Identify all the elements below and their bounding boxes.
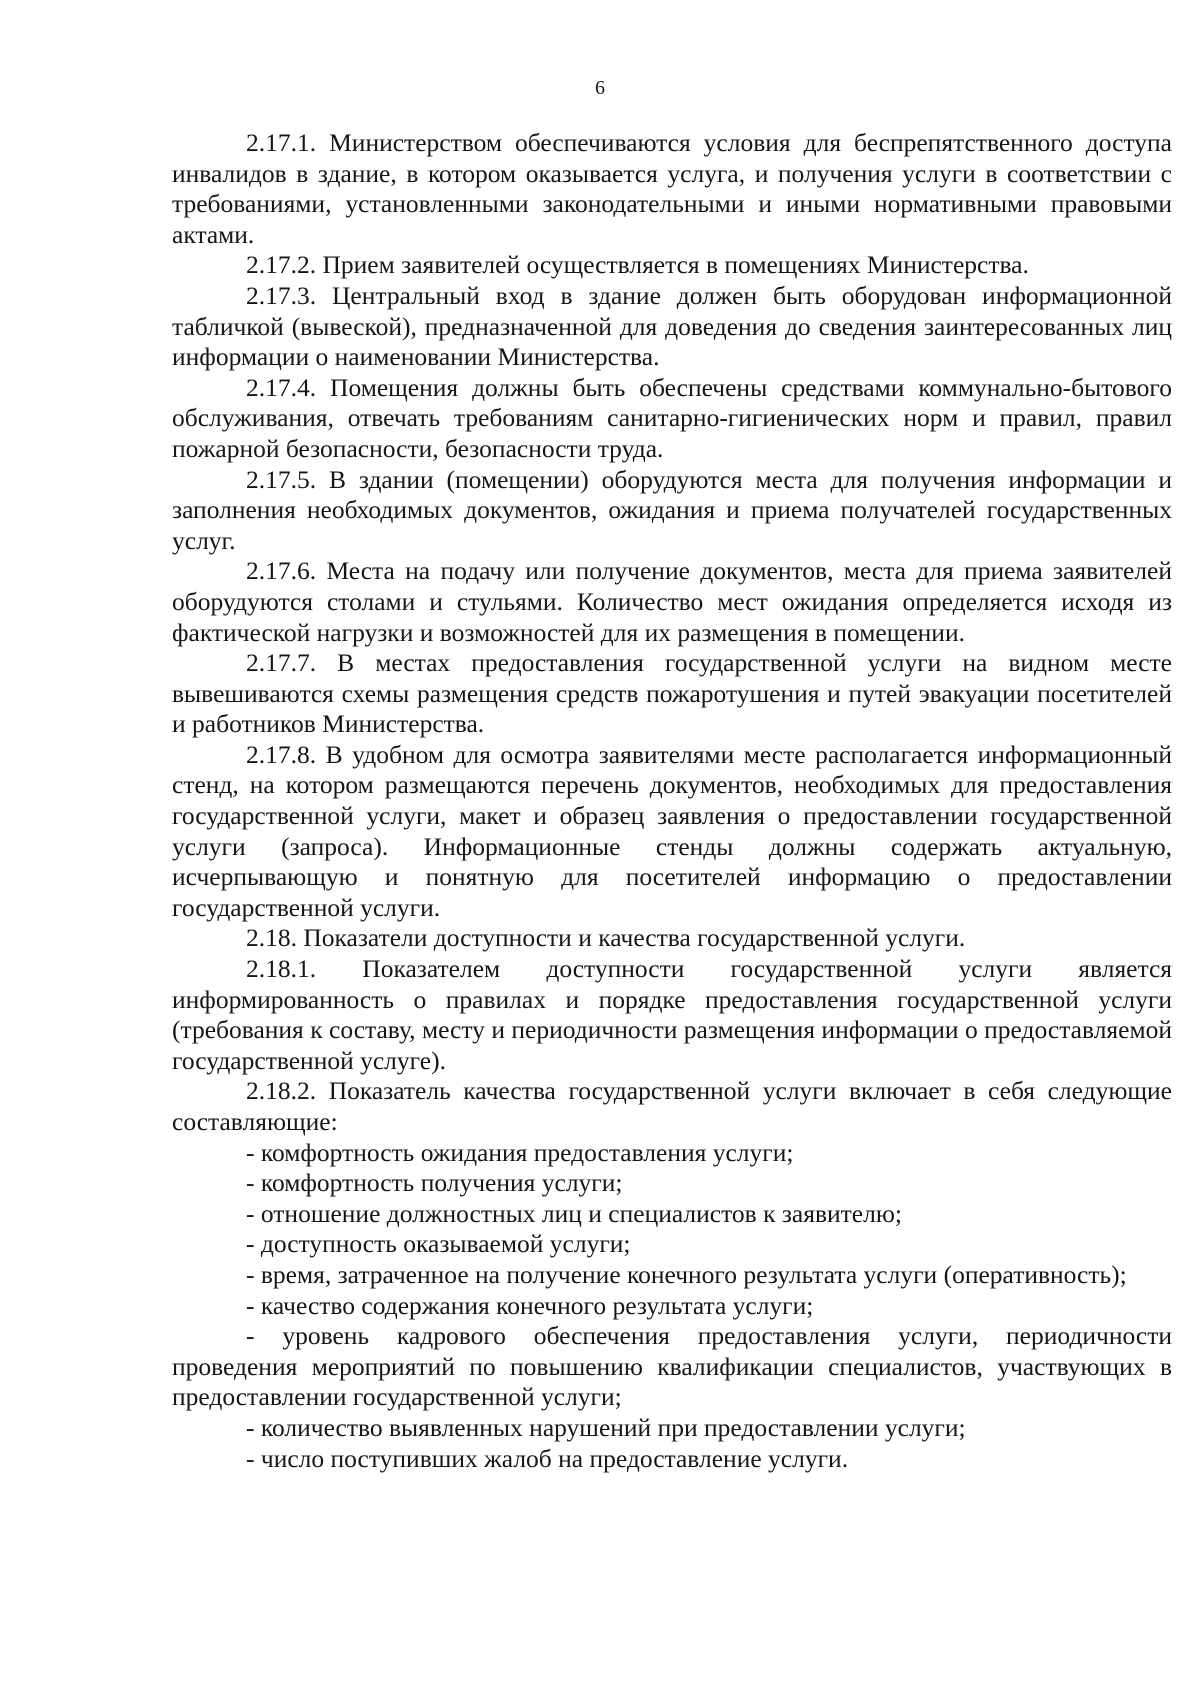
- paragraph-2-18-1: 2.18.1. Показателем доступности государственной услуги является информированность о правилах и порядке предоставления государственной услуги (требования к составу, месту и периодичности размещения информации о предоставляемой государственной услуге).: [172, 954, 1172, 1075]
- list-item: - комфортность ожидания предоставления услуги;: [246, 1137, 794, 1167]
- paragraph-2-17-6: 2.17.6. Места на подачу или получение документов, места для приема заявителей оборудуются столами и стульями. Количество мест ожидания определяется исходя из фактической нагрузки и возможностей для их размещения в помещении.: [172, 556, 1172, 647]
- paragraph-2-17-4: 2.17.4. Помещения должны быть обеспечены средствами коммунально-бытового обслуживания, отвечать требованиям санитарно-гигиенических норм и правил, правил пожарной безопасности, безопасности труда.: [172, 372, 1172, 463]
- list-item: - число поступивших жалоб на предоставление услуги.: [246, 1443, 849, 1473]
- paragraph-2-17-2: 2.17.2. Прием заявителей осуществляется в помещениях Министерства.: [246, 250, 1029, 280]
- list-item: - уровень кадрового обеспечения предоставления услуги, периодичности проведения мероприятий по повышению квалификации специалистов, участвующих в предоставлении государственной услуги;: [172, 1321, 1172, 1412]
- page-number: 6: [595, 77, 605, 99]
- paragraph-2-17-1: 2.17.1. Министерством обеспечиваются условия для беспрепятственного доступа инвалидов в здание, в котором оказывается услуга, и получения услуги в соответствии с требованиями, установленными законодательными и иными нормативными правовыми актами.: [172, 128, 1172, 249]
- list-item: - комфортность получения услуги;: [246, 1168, 623, 1198]
- document-body: [172, 128, 1172, 1474]
- list-item: - время, затраченное на получение конечного результата услуги (оперативность);: [246, 1259, 1127, 1289]
- paragraph-2-17-3: 2.17.3. Центральный вход в здание должен быть оборудован информационной табличкой (вывеской), предназначенной для доведения до сведения заинтересованных лиц информации о наименовании Министерства.: [172, 280, 1172, 372]
- list-item: - доступность оказываемой услуги;: [246, 1229, 631, 1259]
- list-item: - отношение должностных лиц и специалистов к заявителю;: [246, 1198, 902, 1228]
- list-item: - качество содержания конечного результата услуги;: [246, 1290, 814, 1320]
- paragraph-2-17-8: 2.17.8. В удобном для осмотра заявителями месте располагается информационный стенд, на котором размещаются перечень документов, необходимых для предоставления государственной услуги, макет и образец заявления о предоставлении государственной услуги (запроса). Информационные стенды должны содержать актуальную, исчерпывающую и понятную для посетителей информацию о предоставлении государственной услуги.: [172, 739, 1172, 922]
- paragraph-2-17-7: 2.17.7. В местах предоставления государственной услуги на видном месте вывешиваются схемы размещения средств пожаротушения и путей эвакуации посетителей и работников Министерства.: [172, 648, 1172, 739]
- paragraph-2-18-2: 2.18.2. Показатель качества государственной услуги включает в себя следующие составляющие:: [172, 1076, 1172, 1136]
- paragraph-2-17-5: 2.17.5. В здании (помещении) оборудуются места для получения информации и заполнения необходимых документов, ожидания и приема получателей государственных услуг.: [172, 464, 1172, 555]
- paragraph-2-18: 2.18. Показатели доступности и качества государственной услуги.: [246, 923, 966, 953]
- list-item: - количество выявленных нарушений при предоставлении услуги;: [246, 1412, 966, 1442]
